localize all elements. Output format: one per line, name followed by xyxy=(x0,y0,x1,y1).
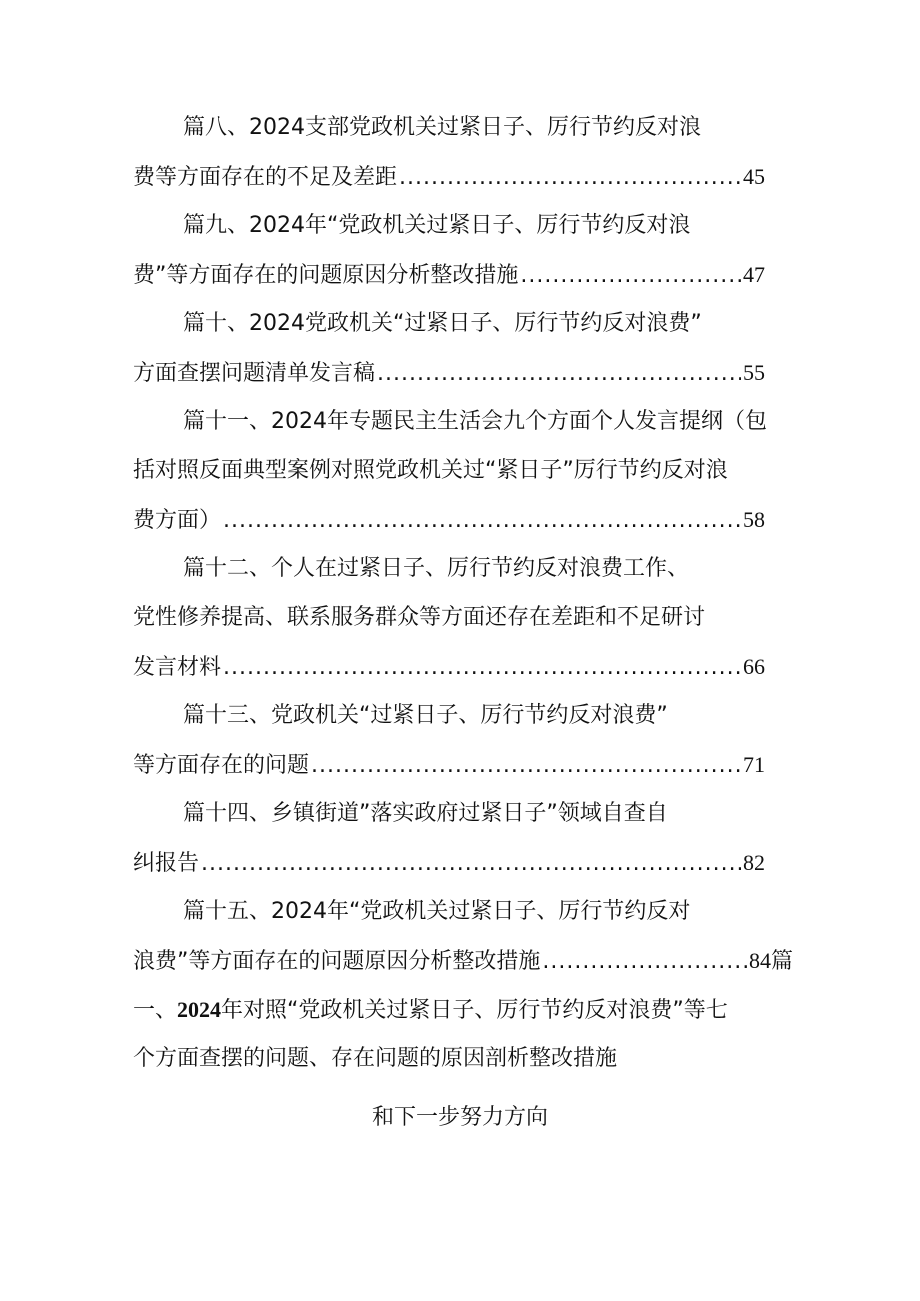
dot-leader xyxy=(223,501,741,540)
toc-entry-12-line2: 党性修养提高、联系服务群众等方面还存在差距和不足研讨 xyxy=(133,605,706,630)
page-number: 71 xyxy=(743,752,765,777)
dot-leader xyxy=(542,942,747,981)
dot-leader xyxy=(311,746,741,785)
toc-entry-13-line1: 篇十三、党政机关“过紧日子、厉行节约反对浪费” xyxy=(183,703,668,728)
section-heading-line3: 和下一步努力方向 xyxy=(371,1105,548,1130)
toc-entry-text: 费”等方面存在的问题原因分析整改措施 xyxy=(133,263,519,288)
toc-entry-10-line1: 篇十、2024党政机关“过紧日子、厉行节约反对浪费” xyxy=(183,311,702,336)
toc-entry-14-line2[interactable] xyxy=(133,843,765,883)
toc-entry-10-line2[interactable] xyxy=(133,353,765,393)
toc-entry-11-line3[interactable] xyxy=(133,500,765,540)
toc-entry-text: 浪费”等方面存在的问题原因分析整改措施 xyxy=(133,949,541,974)
toc-entry-text: 方面查摆问题清单发言稿 xyxy=(133,361,376,386)
toc-entry-8-line2[interactable] xyxy=(133,157,765,197)
page-number: 84 xyxy=(748,948,771,973)
toc-entry-8-line1: 篇八、2024支部党政机关过紧日子、厉行节约反对浪 xyxy=(183,115,701,140)
dot-leader xyxy=(399,158,741,197)
toc-entry-text: 发言材料 xyxy=(133,655,222,680)
toc-entry-9-line1: 篇九、2024年“党政机关过紧日子、厉行节约反对浪 xyxy=(183,213,691,238)
toc-entry-15-line1: 篇十五、2024年“党政机关过紧日子、厉行节约反对 xyxy=(183,899,691,924)
toc-entry-15-line2[interactable] xyxy=(133,941,793,981)
heading-rest: 年对照“党政机关过紧日子、厉行节约反对浪费”等七 xyxy=(221,998,728,1023)
toc-entry-14-line1: 篇十四、乡镇街道”落实政府过紧日子”领域自查自 xyxy=(183,801,668,826)
page-number: 66 xyxy=(743,654,765,679)
toc-entry-9-line2[interactable] xyxy=(133,255,765,295)
toc-entry-13-line2[interactable] xyxy=(133,745,765,785)
toc-entry-12-line3[interactable] xyxy=(133,647,765,687)
page-number: 82 xyxy=(743,850,765,875)
page-number: 47 xyxy=(743,262,765,287)
toc-entry-12-line1: 篇十二、个人在过紧日子、厉行节约反对浪费工作、 xyxy=(183,556,690,581)
page-number: 45 xyxy=(743,164,765,189)
heading-prefix: 一、 xyxy=(133,998,178,1023)
page-number: 55 xyxy=(743,360,765,385)
toc-entry-text: 费等方面存在的不足及差距 xyxy=(133,165,398,190)
dot-leader xyxy=(201,844,741,883)
section-heading-line1 xyxy=(133,990,793,1030)
dot-leader xyxy=(377,354,741,393)
dot-leader xyxy=(223,648,741,687)
section-heading-line2: 个方面查摆的问题、存在问题的原因剖析整改措施 xyxy=(133,1046,618,1071)
heading-prefix-char: 篇 xyxy=(770,949,793,974)
toc-entry-11-line1: 篇十一、2024年专题民主生活会九个方面个人发言提纲（包 xyxy=(183,409,767,434)
toc-entry-text: 等方面存在的问题 xyxy=(133,753,310,778)
toc-entry-text: 费方面） xyxy=(133,508,222,533)
dot-leader xyxy=(520,256,741,295)
toc-entry-11-line2: 括对照反面典型案例对照党政机关过“紧日子”厉行节约反对浪 xyxy=(133,458,728,483)
heading-year: 2024 xyxy=(177,997,222,1022)
toc-entry-text: 纠报告 xyxy=(133,851,200,876)
page-number: 58 xyxy=(743,507,765,532)
